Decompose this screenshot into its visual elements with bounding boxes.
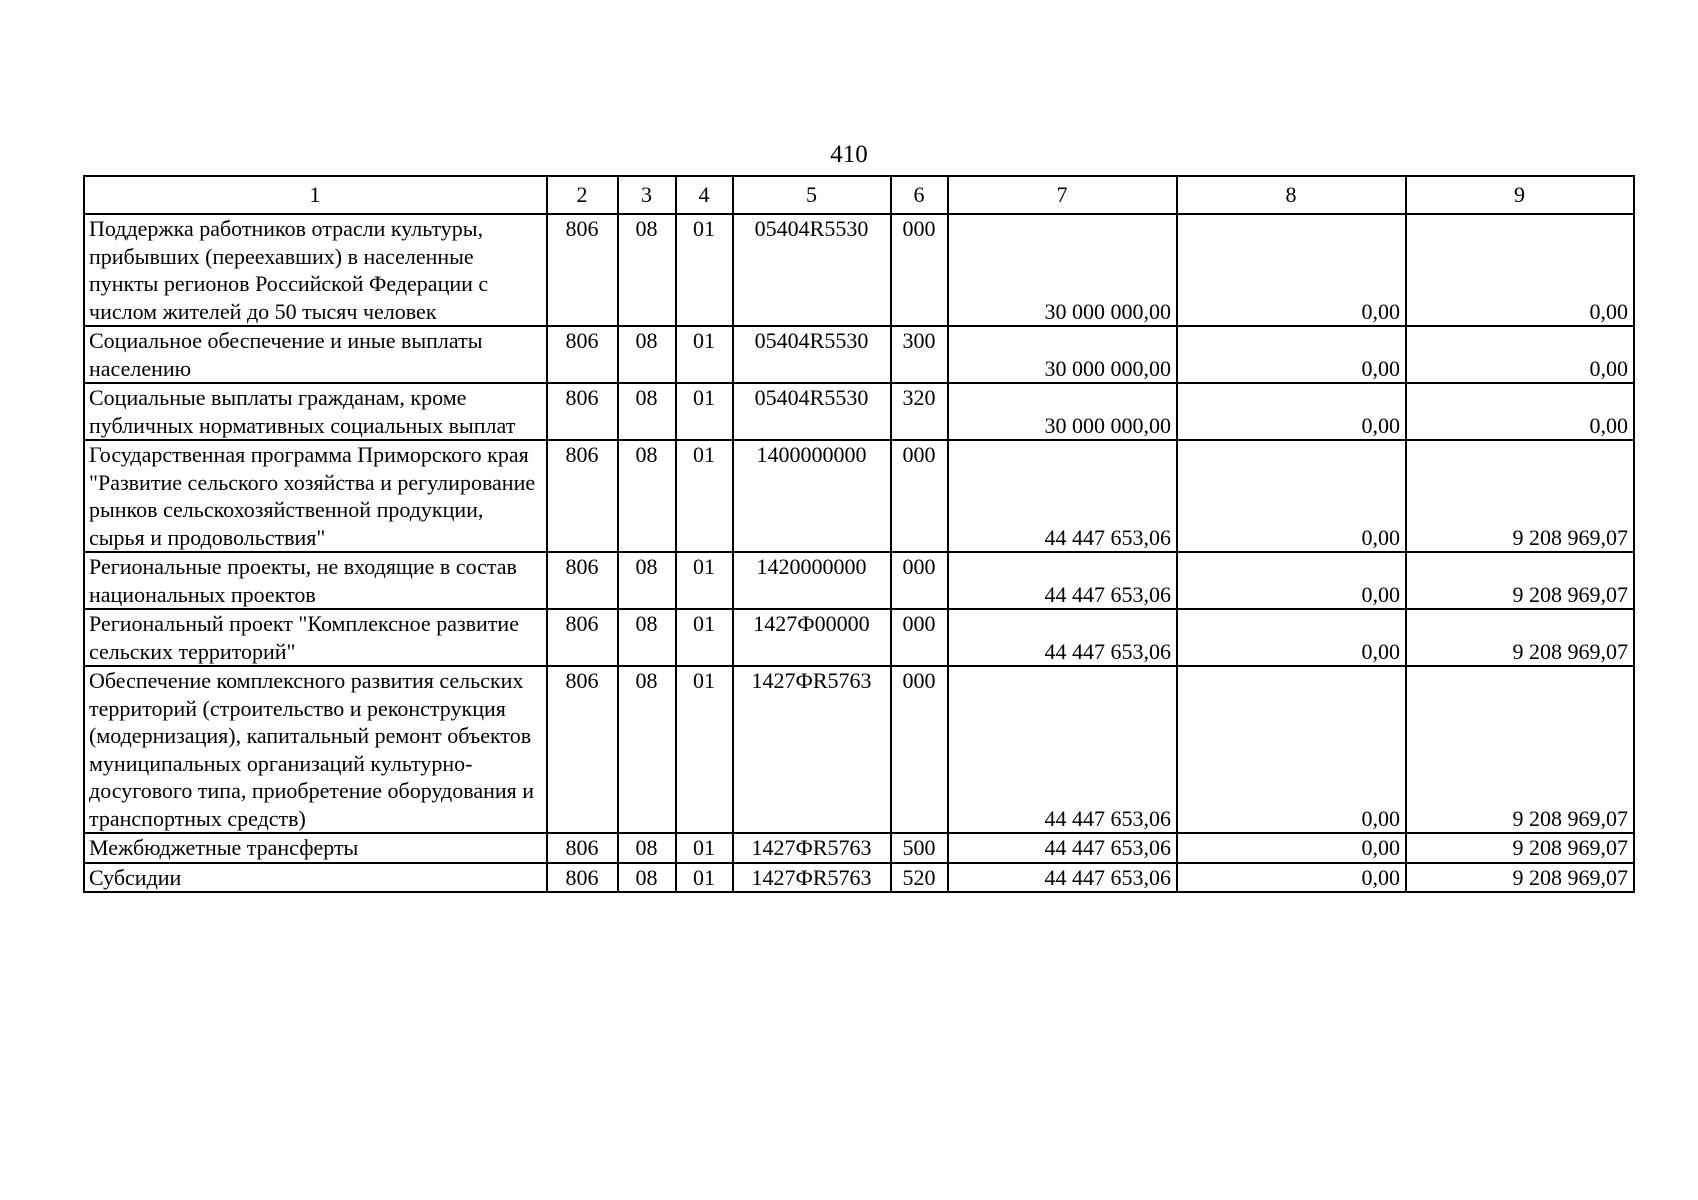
item-name: Социальное обеспечение и иные выплаты населению (84, 326, 547, 383)
amount-col9: 0,00 (1406, 214, 1634, 326)
target-article-code: 1427ФR5763 (733, 833, 891, 863)
column-header: 2 (547, 176, 618, 214)
subsection-code: 01 (676, 326, 733, 383)
expense-type-code: 000 (891, 666, 948, 833)
expense-type-code: 300 (891, 326, 948, 383)
ministry-code: 806 (547, 666, 618, 833)
ministry-code: 806 (547, 214, 618, 326)
amount-col7: 44 447 653,06 (948, 666, 1177, 833)
item-name: Социальные выплаты гражданам, кроме публичных нормативных социальных выплат (84, 383, 547, 440)
subsection-code: 01 (676, 609, 733, 666)
section-code: 08 (618, 552, 676, 609)
amount-col8: 0,00 (1177, 666, 1406, 833)
target-article-code: 1427ФR5763 (733, 863, 891, 893)
column-header: 9 (1406, 176, 1634, 214)
target-article-code: 05404R5530 (733, 326, 891, 383)
table-row (84, 552, 1634, 609)
target-article-code: 1427Ф00000 (733, 609, 891, 666)
expense-type-code: 000 (891, 440, 948, 552)
section-code: 08 (618, 440, 676, 552)
item-name: Региональный проект "Комплексное развитие сельских территорий" (84, 609, 547, 666)
amount-col7: 30 000 000,00 (948, 214, 1177, 326)
section-code: 08 (618, 609, 676, 666)
ministry-code: 806 (547, 833, 618, 863)
expense-type-code: 000 (891, 214, 948, 326)
column-header: 1 (84, 176, 547, 214)
item-name: Субсидии (84, 863, 547, 893)
budget-table (83, 175, 1635, 893)
subsection-code: 01 (676, 440, 733, 552)
ministry-code: 806 (547, 609, 618, 666)
item-name: Государственная программа Приморского края "Развитие сельского хозяйства и регулирование рынков сельскохозяйственной продукции, сырья и продовольствия" (84, 440, 547, 552)
target-article-code: 1400000000 (733, 440, 891, 552)
amount-col8: 0,00 (1177, 326, 1406, 383)
amount-col8: 0,00 (1177, 383, 1406, 440)
expense-type-code: 000 (891, 552, 948, 609)
amount-col8: 0,00 (1177, 214, 1406, 326)
section-code: 08 (618, 833, 676, 863)
target-article-code: 1427ФR5763 (733, 666, 891, 833)
amount-col9: 9 208 969,07 (1406, 863, 1634, 893)
amount-col9: 0,00 (1406, 326, 1634, 383)
table-row (84, 440, 1634, 552)
target-article-code: 05404R5530 (733, 214, 891, 326)
item-name: Поддержка работников отрасли культуры, прибывших (переехавших) в населенные пункты регионов Российской Федерации с числом жителей до 50 тысяч человек (84, 214, 547, 326)
amount-col9: 9 208 969,07 (1406, 609, 1634, 666)
table-row (84, 326, 1634, 383)
expense-type-code: 520 (891, 863, 948, 893)
subsection-code: 01 (676, 552, 733, 609)
amount-col9: 9 208 969,07 (1406, 666, 1634, 833)
ministry-code: 806 (547, 552, 618, 609)
column-header: 8 (1177, 176, 1406, 214)
expense-type-code: 320 (891, 383, 948, 440)
subsection-code: 01 (676, 214, 733, 326)
section-code: 08 (618, 666, 676, 833)
column-header: 7 (948, 176, 1177, 214)
amount-col9: 0,00 (1406, 383, 1634, 440)
amount-col7: 44 447 653,06 (948, 552, 1177, 609)
amount-col9: 9 208 969,07 (1406, 552, 1634, 609)
section-code: 08 (618, 326, 676, 383)
amount-col7: 44 447 653,06 (948, 609, 1177, 666)
amount-col7: 44 447 653,06 (948, 863, 1177, 893)
amount-col8: 0,00 (1177, 833, 1406, 863)
amount-col7: 44 447 653,06 (948, 833, 1177, 863)
table-row (84, 666, 1634, 833)
table-row (84, 383, 1634, 440)
amount-col7: 44 447 653,06 (948, 440, 1177, 552)
amount-col7: 30 000 000,00 (948, 326, 1177, 383)
page-number: 410 (830, 141, 868, 168)
table-row (84, 609, 1634, 666)
ministry-code: 806 (547, 326, 618, 383)
header-row (84, 176, 1634, 214)
amount-col7: 30 000 000,00 (948, 383, 1177, 440)
section-code: 08 (618, 383, 676, 440)
subsection-code: 01 (676, 383, 733, 440)
amount-col8: 0,00 (1177, 863, 1406, 893)
section-code: 08 (618, 214, 676, 326)
target-article-code: 05404R5530 (733, 383, 891, 440)
table-row (84, 863, 1634, 893)
expense-type-code: 500 (891, 833, 948, 863)
column-header: 3 (618, 176, 676, 214)
ministry-code: 806 (547, 863, 618, 893)
table-row (84, 833, 1634, 863)
amount-col8: 0,00 (1177, 609, 1406, 666)
expense-type-code: 000 (891, 609, 948, 666)
subsection-code: 01 (676, 863, 733, 893)
target-article-code: 1420000000 (733, 552, 891, 609)
table-row (84, 214, 1634, 326)
amount-col8: 0,00 (1177, 552, 1406, 609)
ministry-code: 806 (547, 440, 618, 552)
column-header: 5 (733, 176, 891, 214)
section-code: 08 (618, 863, 676, 893)
column-header: 4 (676, 176, 733, 214)
ministry-code: 806 (547, 383, 618, 440)
item-name: Обеспечение комплексного развития сельских территорий (строительство и реконструкция (модернизация), капитальный ремонт объектов муниципальных организаций культурно-досугового типа, приобретение оборудования и транспортных средств) (84, 666, 547, 833)
item-name: Региональные проекты, не входящие в состав национальных проектов (84, 552, 547, 609)
item-name: Межбюджетные трансферты (84, 833, 547, 863)
subsection-code: 01 (676, 666, 733, 833)
subsection-code: 01 (676, 833, 733, 863)
amount-col8: 0,00 (1177, 440, 1406, 552)
amount-col9: 9 208 969,07 (1406, 833, 1634, 863)
column-header: 6 (891, 176, 948, 214)
amount-col9: 9 208 969,07 (1406, 440, 1634, 552)
